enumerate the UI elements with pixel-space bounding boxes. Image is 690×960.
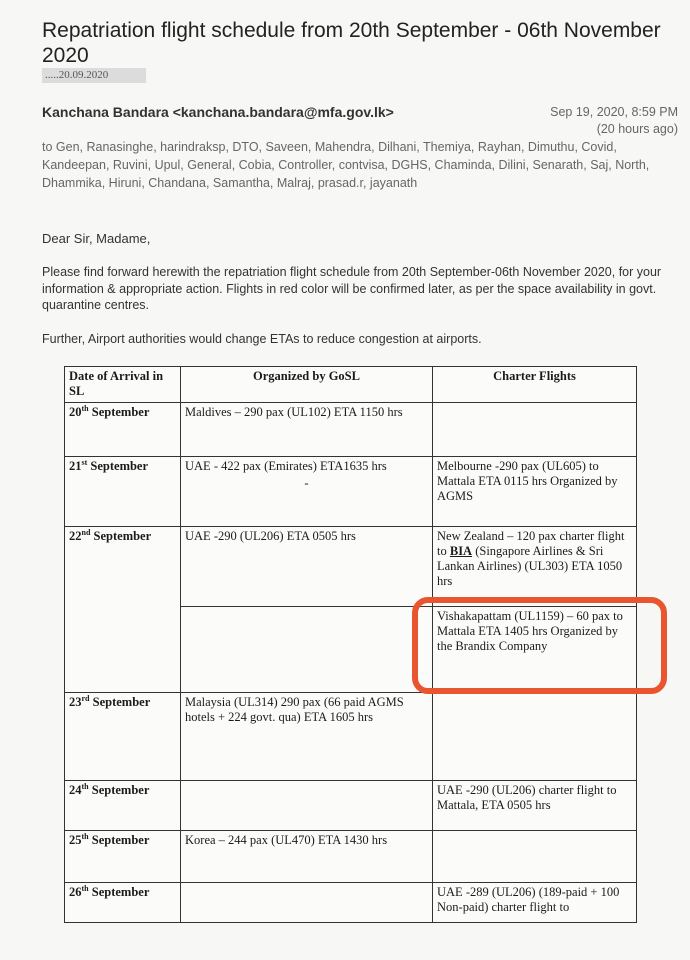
table-row [65, 831, 637, 883]
date-cell: 21st September [65, 457, 181, 527]
gosl-cell: Malaysia (UL314) 290 pax (66 paid AGMS hotels + 224 govt. qua) ETA 1605 hrs [181, 693, 433, 781]
body-paragraph-2: Further, Airport authorities would change ETAs to reduce congestion at airports. [42, 332, 482, 346]
charter-cell-highlighted: Vishakapattam (UL1159) – 60 pax to Mattala ETA 1405 hrs Organized by the Brandix Company [433, 607, 637, 693]
date-cell: 22nd September [65, 527, 181, 693]
gosl-cell: UAE - 422 pax (Emirates) ETA1635 hrs - [181, 457, 433, 527]
date-cell: 25th September [65, 831, 181, 883]
charter-cell [433, 403, 637, 457]
date-cell: 24th September [65, 781, 181, 831]
table-row [65, 527, 637, 607]
recipients-list[interactable]: to Gen, Ranasinghe, harindraksp, DTO, Saveen, Mahendra, Dilhani, Themiya, Rayhan, Dimuthu, Covid, Kandeepan, Ruvini, Upul, General, Cobia, Controller, contvisa, DGHS, Chaminda, Dilini, Senarath, Saj, North, Dhammika, Hiruni, Chandana, Samantha, Malraj, prasad.r, jayanath [42, 140, 650, 190]
gosl-cell [181, 781, 433, 831]
flight-schedule-table [64, 366, 637, 923]
gosl-cell [181, 883, 433, 923]
date-stamp: .....20.09.2020 [42, 68, 146, 83]
gosl-cell: Korea – 244 pax (UL470) ETA 1430 hrs [181, 831, 433, 883]
table-row [65, 693, 637, 781]
sender[interactable]: Kanchana Bandara <kanchana.bandara@mfa.gov.lk> [42, 104, 394, 120]
date-cell: 23rd September [65, 693, 181, 781]
col-header-gosl: Organized by GoSL [181, 367, 433, 403]
table-header-row [65, 367, 637, 403]
charter-cell: Melbourne -290 pax (UL605) to Mattala ETA 0115 hrs Organized by AGMS [433, 457, 637, 527]
gosl-cell [181, 607, 433, 693]
sent-timestamp: Sep 19, 2020, 8:59 PM (20 hours ago) [550, 105, 678, 136]
table-row [65, 457, 637, 527]
dash-mark: - [304, 476, 309, 490]
table-row [65, 883, 637, 923]
table-row [65, 781, 637, 831]
col-header-charter: Charter Flights [433, 367, 637, 403]
table-row [65, 403, 637, 457]
greeting: Dear Sir, Madame, [42, 231, 151, 246]
charter-cell: UAE -290 (UL206) charter flight to Mattala, ETA 0505 hrs [433, 781, 637, 831]
col-header-date: Date of Arrival in SL [65, 367, 181, 403]
charter-cell: New Zealand – 120 pax charter flight to BIA (Singapore Airlines & Sri Lankan Airlines) (UL303) ETA 1050 hrs [433, 527, 637, 607]
charter-cell [433, 693, 637, 781]
charter-cell: UAE -289 (UL206) (189-paid + 100 Non-paid) charter flight to [433, 883, 637, 923]
body-paragraph-1: Please find forward herewith the repatriation flight schedule from 20th September-06th November 2020, for your information & appropriate action. Flights in red color will be confirmed later, as per the space availability in govt. quarantine centres. [42, 265, 662, 312]
date-cell: 26th September [65, 883, 181, 923]
gosl-cell: UAE -290 (UL206) ETA 0505 hrs [181, 527, 433, 607]
charter-cell [433, 831, 637, 883]
email-subject: Repatriation flight schedule from 20th September - 06th November 2020 [42, 19, 661, 67]
gosl-cell: Maldives – 290 pax (UL102) ETA 1150 hrs [181, 403, 433, 457]
date-cell: 20th September [65, 403, 181, 457]
